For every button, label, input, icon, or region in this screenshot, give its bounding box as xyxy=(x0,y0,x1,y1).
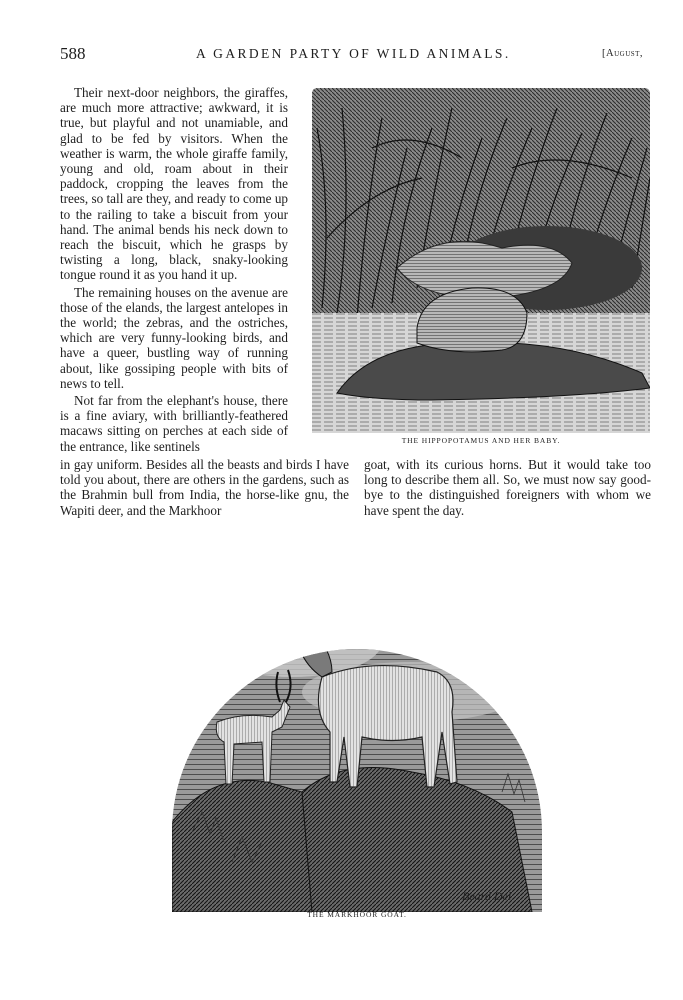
paragraph-aviary: Not far from the elephant's house, there is a fine aviary, with brilliantly-feathered macaws sitting on perches at each side of the entrance, like sentinels xyxy=(60,393,288,454)
running-date: [August, xyxy=(602,48,644,59)
paragraph-giraffes: Their next-door neighbors, the giraffes, are much more attractive; awkward, it is true, but playful and not unamiable, and glad to be fed by visitors. When the weather is warm, the whole giraffe family, young and old, roam about in their paddock, cropping the leaves from the trees, so tall are they, and ready to come up to the railing to take a biscuit from your hand. The animal bends his neck down to reach the biscuit, which he grasps by twisting a long, black, snaky-looking tongue round it as you hand it up. xyxy=(60,85,289,283)
birds xyxy=(402,573,460,633)
hippopotamus-illustration xyxy=(312,88,650,433)
goat-caption: THE MARKHOOR GOAT. xyxy=(307,910,407,919)
page-header xyxy=(0,44,683,68)
bottom-right-text-column xyxy=(364,457,651,518)
running-title: A GARDEN PARTY OF WILD ANIMALS. xyxy=(196,46,511,61)
page-number: 588 xyxy=(60,44,86,63)
paragraph-closing: goat, with its curious horns. But it would take too long to describe them all. So, we must now say good-bye to the distinguished foreigners with whom we have spent the day. xyxy=(364,457,651,518)
hippo-caption: THE HIPPOPOTAMUS AND HER BABY. xyxy=(401,436,561,445)
paragraph-continuation: in gay uniform. Besides all the beasts and birds I have told you about, there are others in the gardens, such as the Brahmin bull from India, the horse-like gnu, the Wapiti deer, and the Markhoor xyxy=(60,457,349,518)
paragraph-remaining-houses: The remaining houses on the avenue are those of the elands, the largest antelopes in the world; the zebras, and the ostriches, which are very funny-looking birds, and have a queer, bustling way of running about, like gossiping people with bits of news to tell. xyxy=(60,284,288,391)
bottom-left-text-column xyxy=(60,457,349,518)
markhoor-goat-illustration xyxy=(172,532,542,912)
artist-signature: Beard Del. xyxy=(462,889,515,903)
narrow-text-column xyxy=(60,85,288,454)
